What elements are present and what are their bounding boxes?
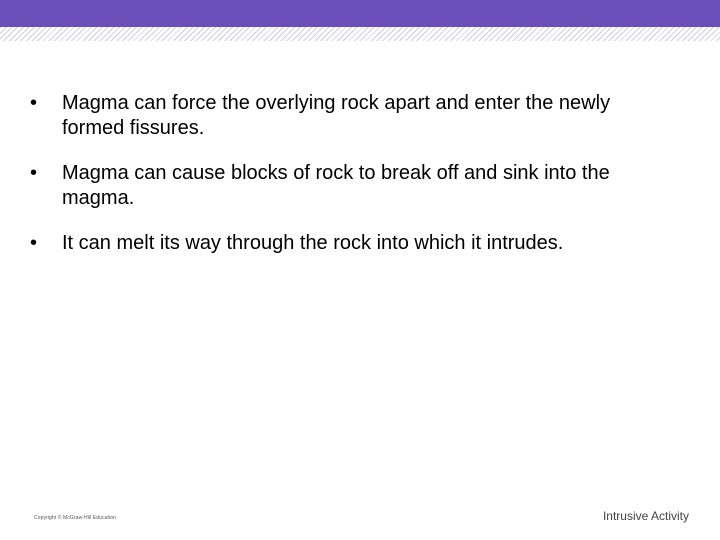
copyright-notice: Copyright © McGraw-Hill Education (34, 515, 117, 521)
bullet-marker: • (30, 92, 38, 114)
bullet-list (28, 91, 668, 276)
bullet-text: Magma can cause blocks of rock to break off and sink into the magma. (62, 162, 610, 209)
bullet-marker: • (30, 162, 38, 184)
bullet-item (28, 91, 668, 141)
header-stripes (0, 27, 720, 41)
bullet-text: It can melt its way through the rock into which it intrudes. (62, 232, 564, 254)
bullet-marker: • (30, 232, 38, 254)
header-band (0, 0, 720, 27)
footer-title: Intrusive Activity (602, 509, 689, 523)
bullet-item (28, 231, 668, 256)
bullet-text: Magma can force the overlying rock apart and enter the newly formed fissures. (62, 92, 611, 139)
bullet-item (28, 161, 668, 211)
